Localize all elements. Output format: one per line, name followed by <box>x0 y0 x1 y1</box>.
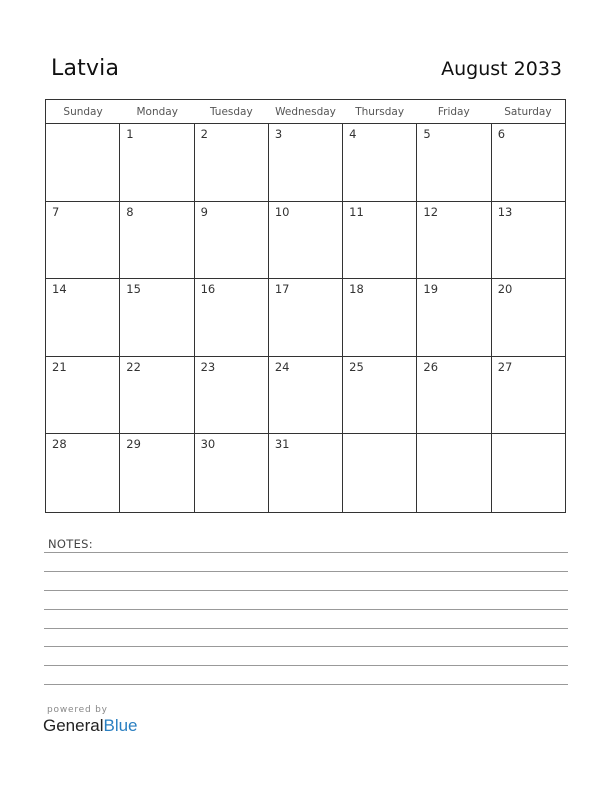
notes-line <box>44 646 568 647</box>
day-cell: 11 <box>343 202 417 279</box>
day-cell: 28 <box>46 434 120 512</box>
day-cell <box>343 434 417 512</box>
day-cell: 20 <box>497 282 513 297</box>
day-cell: 10 <box>269 202 343 279</box>
notes-line <box>44 571 568 572</box>
day-cell: 15 <box>120 279 194 356</box>
week-row <box>46 434 565 512</box>
day-cell: 19 <box>417 279 491 356</box>
day-of-week: Monday <box>136 106 178 118</box>
day-cell: 31 <box>269 434 343 512</box>
day-cell: 16 <box>195 279 269 356</box>
day-cell: 12 <box>417 202 491 279</box>
day-cell: 24 <box>269 357 343 434</box>
days-of-week-header <box>46 100 565 124</box>
notes-line <box>44 609 568 610</box>
calendar-grid <box>45 99 566 513</box>
day-cell: 8 <box>120 202 194 279</box>
day-of-week: Saturday <box>504 106 552 118</box>
day-cell: 26 <box>417 357 491 434</box>
day-cell: 22 <box>120 357 194 434</box>
day-cell: 23 <box>195 357 269 434</box>
notes-line <box>44 552 568 553</box>
notes-line <box>44 665 568 666</box>
day-of-week: Sunday <box>63 106 103 118</box>
notes-line <box>44 590 568 591</box>
country-title: Latvia <box>51 56 120 81</box>
week-row <box>46 124 565 202</box>
day-of-week: Tuesday <box>209 106 253 118</box>
day-cell: 18 <box>343 279 417 356</box>
week-row <box>46 357 565 435</box>
notes-line <box>44 628 568 629</box>
day-cell: 25 <box>343 357 417 434</box>
brand-logo <box>43 716 138 736</box>
notes-label: NOTES: <box>48 537 93 551</box>
day-cell: 29 <box>120 434 194 512</box>
notes-line <box>44 684 568 685</box>
week-row <box>46 202 565 280</box>
day-cell: 30 <box>195 434 269 512</box>
day-cell: 7 <box>46 202 120 279</box>
day-cell <box>492 434 565 512</box>
day-cell: 13 <box>497 204 513 219</box>
day-cell: 21 <box>46 357 120 434</box>
day-cell <box>46 124 120 201</box>
day-of-week: Thursday <box>355 106 405 118</box>
day-of-week: Friday <box>437 106 470 118</box>
day-cell: 14 <box>46 279 120 356</box>
day-of-week: Wednesday <box>275 106 336 118</box>
day-cell: 17 <box>269 279 343 356</box>
day-cell: 9 <box>195 202 269 279</box>
brand-blue-text: Blue <box>103 716 138 735</box>
brand-general-text: General <box>43 716 104 735</box>
day-cell: 2 <box>195 124 269 201</box>
week-row <box>46 279 565 357</box>
day-cell: 27 <box>497 359 513 374</box>
day-cell: 5 <box>417 124 491 201</box>
month-year-title: August 2033 <box>441 58 562 80</box>
powered-by-text: powered by <box>47 705 108 715</box>
day-cell <box>417 434 491 512</box>
day-cell: 6 <box>497 127 506 141</box>
day-cell: 1 <box>120 124 194 201</box>
day-cell: 4 <box>343 124 417 201</box>
day-cell: 3 <box>269 124 343 201</box>
